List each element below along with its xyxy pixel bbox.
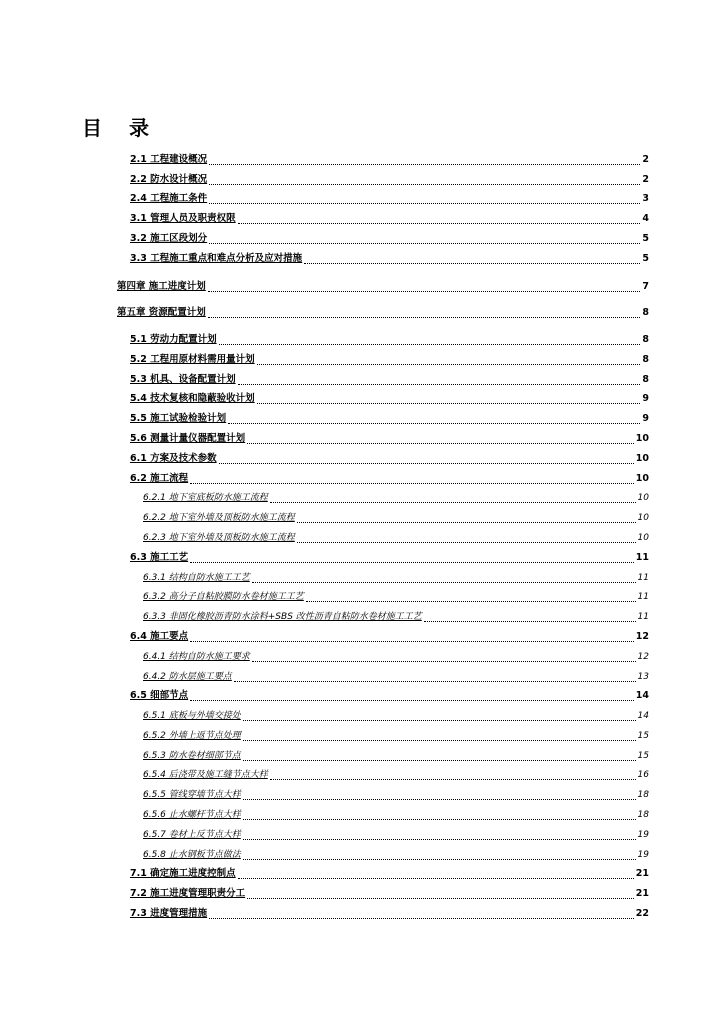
toc-page-number: 22 xyxy=(635,908,649,919)
toc-entry[interactable] xyxy=(117,305,649,321)
toc-entry[interactable] xyxy=(130,629,649,645)
toc-dot-leader xyxy=(243,849,636,860)
toc-entry-label: 6.2.3 地下室外墙及顶板防水施工流程 xyxy=(143,533,295,543)
toc-dot-leader xyxy=(209,193,640,204)
toc-dot-leader xyxy=(297,512,636,523)
toc-entry-label: 6.3.1 结构自防水施工工艺 xyxy=(143,573,250,583)
toc-entry-label: 6.3.3 非固化橡胶沥青防水涂料+SBS 改性沥青自粘防水卷材施工工艺 xyxy=(143,612,422,622)
toc-page-number: 8 xyxy=(642,354,649,365)
toc-entry-label: 6.5.5 管线穿墙节点大样 xyxy=(143,790,241,800)
toc-dot-leader xyxy=(243,809,636,820)
toc-entry[interactable] xyxy=(130,172,649,188)
toc-dot-leader xyxy=(219,453,634,464)
toc-entry-label: 6.2.1 地下室底板防水施工流程 xyxy=(143,493,268,503)
toc-entry[interactable] xyxy=(143,570,649,586)
toc-page-number: 11 xyxy=(637,612,649,622)
toc-entry[interactable] xyxy=(143,589,649,605)
toc-page-number: 10 xyxy=(637,493,649,503)
toc-entry-label: 5.5 施工试验检验计划 xyxy=(130,413,227,424)
toc-page-number: 13 xyxy=(637,672,649,682)
toc-dot-leader xyxy=(243,829,636,840)
toc-dot-leader xyxy=(238,868,634,879)
toc-entry-label: 6.5.2 外墙上返节点处理 xyxy=(143,731,241,741)
toc-entry-label: 6.5.4 后浇带及施工缝节点大样 xyxy=(143,770,268,780)
toc-dot-leader xyxy=(208,307,641,318)
toc-entry[interactable] xyxy=(130,231,649,247)
toc-entry[interactable] xyxy=(130,906,649,922)
toc-dot-leader xyxy=(257,393,641,404)
toc-page-number: 12 xyxy=(635,631,649,642)
toc-dot-leader xyxy=(270,769,636,780)
toc-entry[interactable] xyxy=(130,431,649,447)
toc-entry[interactable] xyxy=(130,411,649,427)
toc-entry-label: 3.3 工程施工重点和难点分析及应对措施 xyxy=(130,253,303,264)
toc-page-number: 7 xyxy=(642,281,649,292)
toc-entry[interactable] xyxy=(117,279,649,295)
toc-page-number: 12 xyxy=(637,652,649,662)
toc-entry[interactable] xyxy=(130,211,649,227)
toc-entry-label: 6.5.1 底板与外墙交接处 xyxy=(143,711,241,721)
toc-entry[interactable] xyxy=(143,807,649,823)
toc-entry-label: 6.5.6 止水螺杆节点大样 xyxy=(143,810,241,820)
toc-entry-label: 6.2.2 地下室外墙及顶板防水施工流程 xyxy=(143,513,295,523)
toc-page-number: 15 xyxy=(637,751,649,761)
toc-page-number: 8 xyxy=(642,334,649,345)
toc-page-number: 18 xyxy=(637,810,649,820)
toc-dot-leader xyxy=(208,281,641,292)
toc-dot-leader xyxy=(257,354,641,365)
toc-entry[interactable] xyxy=(130,191,649,207)
toc-entry[interactable] xyxy=(130,886,649,902)
toc-page-number: 15 xyxy=(637,731,649,741)
toc-page-number: 19 xyxy=(637,830,649,840)
toc-dot-leader xyxy=(243,730,636,741)
toc-title: 目 录 xyxy=(82,116,159,140)
toc-entry[interactable] xyxy=(143,510,649,526)
toc-entry-label: 6.5 细部节点 xyxy=(130,690,189,701)
toc-entry[interactable] xyxy=(143,530,649,546)
toc-dot-leader xyxy=(209,154,640,165)
toc-entry[interactable] xyxy=(130,688,649,704)
toc-entry-label: 6.1 方案及技术参数 xyxy=(130,453,217,464)
toc-dot-leader xyxy=(247,433,634,444)
toc-page-number: 10 xyxy=(635,473,649,484)
toc-entry[interactable] xyxy=(130,372,649,388)
toc-entry[interactable] xyxy=(130,391,649,407)
toc-page-number: 11 xyxy=(637,573,649,583)
toc-entry[interactable] xyxy=(143,787,649,803)
toc-entry-label: 第四章 施工进度计划 xyxy=(117,281,206,292)
toc-entry-label: 6.4 施工要点 xyxy=(130,631,189,642)
toc-dot-leader xyxy=(247,888,634,899)
toc-dot-leader xyxy=(209,233,640,244)
toc-entry-label: 5.2 工程用原材料需用量计划 xyxy=(130,354,255,365)
toc-entry-label: 2.2 防水设计概况 xyxy=(130,174,208,185)
toc-dot-leader xyxy=(306,591,636,602)
toc-page-number: 10 xyxy=(637,513,649,523)
toc-dot-leader xyxy=(252,651,636,662)
toc-dot-leader xyxy=(424,611,636,622)
toc-entry-label: 6.5.7 卷材上反节点大样 xyxy=(143,830,241,840)
toc-entry[interactable] xyxy=(143,748,649,764)
toc-entry-label: 3.1 管理人员及职责权限 xyxy=(130,213,236,224)
toc-entry[interactable] xyxy=(130,332,649,348)
toc-entry-label: 7.1 确定施工进度控制点 xyxy=(130,868,236,879)
toc-entry-label: 7.2 施工进度管理职责分工 xyxy=(130,888,246,899)
toc-page-number: 2 xyxy=(642,154,649,165)
toc-entry[interactable] xyxy=(143,767,649,783)
toc-dot-leader xyxy=(228,413,640,424)
toc-entry-label: 6.5.3 防水卷材细部节点 xyxy=(143,751,241,761)
toc-entry-label: 2.1 工程建设概况 xyxy=(130,154,208,165)
toc-page-number: 9 xyxy=(642,413,649,424)
toc-entry[interactable] xyxy=(130,471,649,487)
toc-dot-leader xyxy=(190,631,634,642)
toc-entry[interactable] xyxy=(143,490,649,506)
toc-page-number: 11 xyxy=(635,552,649,563)
toc-dot-leader xyxy=(238,374,641,385)
toc-entry[interactable] xyxy=(143,649,649,665)
toc-entry-label: 6.4.2 防水层施工要点 xyxy=(143,672,232,682)
toc-entry[interactable] xyxy=(130,451,649,467)
toc-dot-leader xyxy=(238,213,641,224)
toc-entry[interactable] xyxy=(143,827,649,843)
toc-entry-label: 5.6 测量计量仪器配置计划 xyxy=(130,433,246,444)
toc-page-number: 3 xyxy=(642,193,649,204)
toc-dot-leader xyxy=(234,671,636,682)
toc-page-number: 4 xyxy=(642,213,649,224)
toc-entry-label: 6.3.2 高分子自粘胶膜防水卷材施工工艺 xyxy=(143,592,304,602)
toc-page-number: 9 xyxy=(642,393,649,404)
toc-page-number: 5 xyxy=(642,233,649,244)
toc-entry-label: 2.4 工程施工条件 xyxy=(130,193,208,204)
toc-entry[interactable] xyxy=(143,847,649,863)
toc-entry-label: 6.4.1 结构自防水施工要求 xyxy=(143,652,250,662)
toc-page-number: 11 xyxy=(637,592,649,602)
toc-entry[interactable] xyxy=(143,669,649,685)
toc-dot-leader xyxy=(219,334,641,345)
toc-entry-label: 6.2 施工流程 xyxy=(130,473,189,484)
toc-entry-label: 5.4 技术复核和隐蔽验收计划 xyxy=(130,393,255,404)
toc-page-number: 10 xyxy=(635,453,649,464)
toc-dot-leader xyxy=(190,690,634,701)
toc-page-number: 8 xyxy=(642,374,649,385)
toc-dot-leader xyxy=(252,572,636,583)
toc-page-number: 8 xyxy=(642,307,649,318)
toc-dot-leader xyxy=(209,908,634,919)
toc-page-number: 19 xyxy=(637,850,649,860)
toc-dot-leader xyxy=(190,473,634,484)
toc-page-number: 14 xyxy=(637,711,649,721)
toc-dot-leader xyxy=(209,174,640,185)
toc-page-number: 2 xyxy=(642,174,649,185)
toc-dot-leader xyxy=(297,532,636,543)
toc-entry[interactable] xyxy=(130,550,649,566)
toc-page-number: 14 xyxy=(635,690,649,701)
toc-dot-leader xyxy=(243,789,636,800)
toc-dot-leader xyxy=(190,552,634,563)
toc-entry-label: 3.2 施工区段划分 xyxy=(130,233,208,244)
toc-dot-leader xyxy=(243,710,636,721)
toc-page-number: 16 xyxy=(637,770,649,780)
toc-entry[interactable] xyxy=(143,609,649,625)
toc-entry[interactable] xyxy=(143,708,649,724)
toc-entry-label: 6.3 施工工艺 xyxy=(130,552,189,563)
toc-dot-leader xyxy=(270,492,636,503)
toc-page-number: 5 xyxy=(642,253,649,264)
toc-page-number: 18 xyxy=(637,790,649,800)
toc-entry[interactable] xyxy=(143,728,649,744)
toc-page-number: 21 xyxy=(635,868,649,879)
toc-dot-leader xyxy=(304,253,640,264)
toc-entry[interactable] xyxy=(130,152,649,168)
toc-page-number: 21 xyxy=(635,888,649,899)
toc-page-number: 10 xyxy=(637,533,649,543)
toc-entry[interactable] xyxy=(130,251,649,267)
toc-entry-label: 5.1 劳动力配置计划 xyxy=(130,334,217,345)
toc-entry-label: 6.5.8 止水钢板节点做法 xyxy=(143,850,241,860)
toc-entry-label: 7.3 进度管理措施 xyxy=(130,908,208,919)
toc-entry-label: 第五章 资源配置计划 xyxy=(117,307,206,318)
toc-page-number: 10 xyxy=(635,433,649,444)
toc-entry[interactable] xyxy=(130,352,649,368)
toc-entry-label: 5.3 机具、设备配置计划 xyxy=(130,374,236,385)
toc-entry[interactable] xyxy=(130,866,649,882)
toc-dot-leader xyxy=(243,750,636,761)
